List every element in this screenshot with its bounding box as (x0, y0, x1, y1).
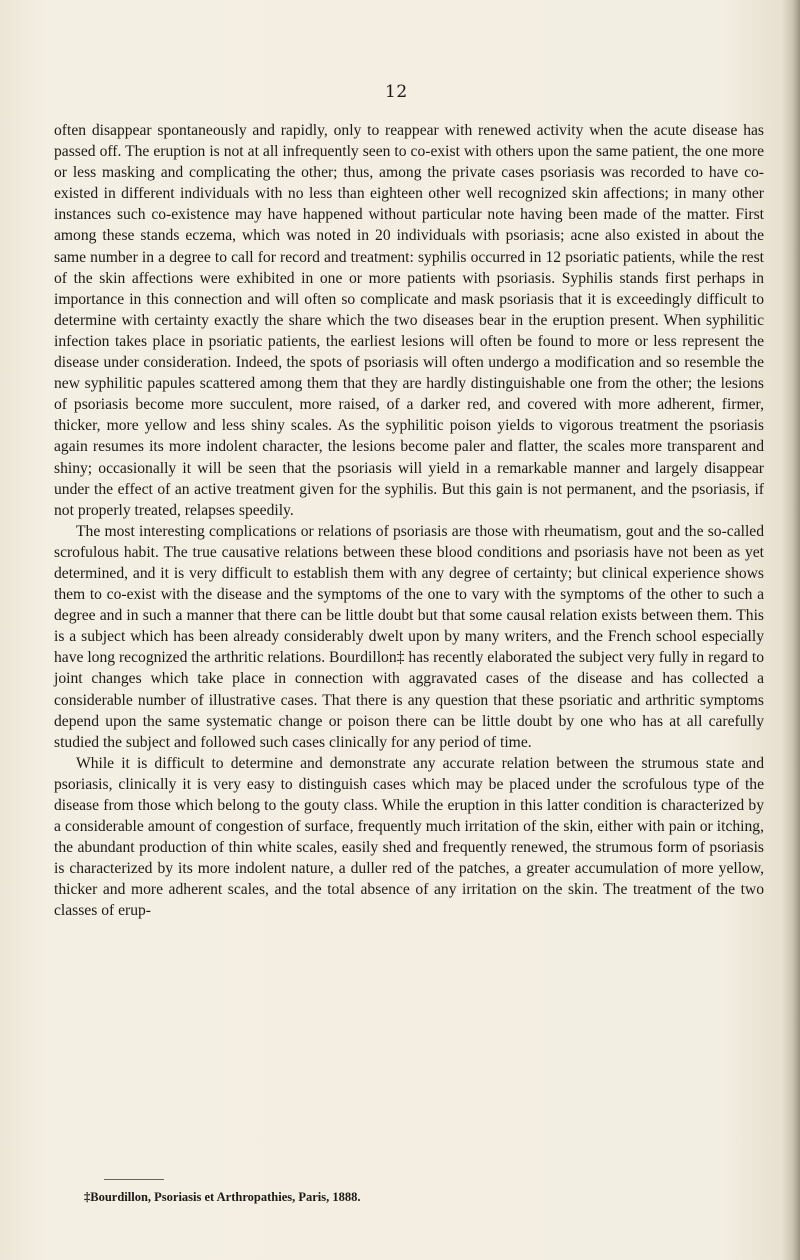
paragraph-1: often disappear spontaneously and rapidly, only to reappear with renewed activity when the acute disease has passed off. The eruption is not at all infrequently seen to co-exist with others upon the same patient, the one more or less masking and complicating the other; thus, among the private cases psoriasis was recorded to have co-existed in different individuals with no less than eighteen other well recognized skin affections; in many other instances such co-existence may have happened without particular note having been made of the matter. First among these stands eczema, which was noted in 20 individuals with psoriasis; acne also existed in about the same number in a degree to call for record and treatment: syphilis occurred in 12 psoriatic patients, while the rest of the skin affections were exhibited in one or more patients with psoriasis. Syphilis stands first perhaps in importance in this connection and will often so complicate and mask psoriasis that it is exceedingly difficult to determine with certainty exactly the share which the two diseases bear in the eruption present. When syphilitic infection takes place in psoriatic patients, the earliest lesions will often be found to more or less represent the disease under consideration. Indeed, the spots of psoriasis will often undergo a modification and so resemble the new syphilitic papules scattered among them that they are hardly distinguishable one from the other; the lesions of psoriasis become more succulent, more raised, of a darker red, and covered with more adherent, firmer, thicker, more yellow and less shiny scales. As the syphilitic poison yields to vigorous treatment the psoriasis again resumes its more indolent character, the lesions become paler and flatter, the scales more transparent and shiny; occasionally it will be seen that the psoriasis will yield in a remarkable manner and largely disappear under the effect of an active treatment given for the syphilis. But this gain is not permanent, and the psoriasis, if not properly treated, relapses speedily. (54, 122, 764, 519)
body-text (54, 120, 764, 922)
paragraph-3: While it is difficult to determine and demonstrate any accurate relation between the strumous state and psoriasis, clinically it is very easy to distinguish cases which may be placed under the scrofulous type of the disease from those which belong to the gouty class. While the eruption in this latter condition is characterized by a considerable amount of congestion of surface, frequently much irritation of the skin, either with pain or itching, the abundant production of thin white scales, easily shed and frequently renewed, the strumous form of psoriasis is characterized by its more indolent nature, a duller red of the patches, a greater accumulation of more yellow, thicker and more adherent scales, and the total absence of any irritation on the skin. The treatment of the two classes of erup- (54, 754, 764, 920)
footnote-rule (104, 1179, 164, 1180)
page-edge-shadow (782, 0, 800, 1260)
paragraph-2: The most interesting complications or relations of psoriasis are those with rheumatism, gout and the so-called scrofulous habit. The true causative relations between these blood conditions and psoriasis have not been as yet determined, and it is very difficult to establish them with any degree of certainty; but clinical experience shows them to co-exist with the disease and the symptoms of the one to vary with the symptoms of the other to such a degree and in such a manner that there can be little doubt but that some causal relation exists between them. This is a subject which has been already considerably dwelt upon by many writers, and the French school especially have long recognized the arthritic relations. Bourdillon‡ has recently elaborated the subject very fully in regard to joint changes which take place in connection with aggravated cases of the disease and has collected a considerable number of illustrative cases. That there is any question that these psoriatic and arthritic symptoms depend upon the same systematic change or poison there can be little doubt by one who has at all carefully studied the subject and followed such cases clinically for any period of time. (54, 522, 764, 751)
footnote: ‡Bourdillon, Psoriasis et Arthropathies, Paris, 1888. (84, 1190, 361, 1204)
page-number: 12 (385, 82, 408, 102)
